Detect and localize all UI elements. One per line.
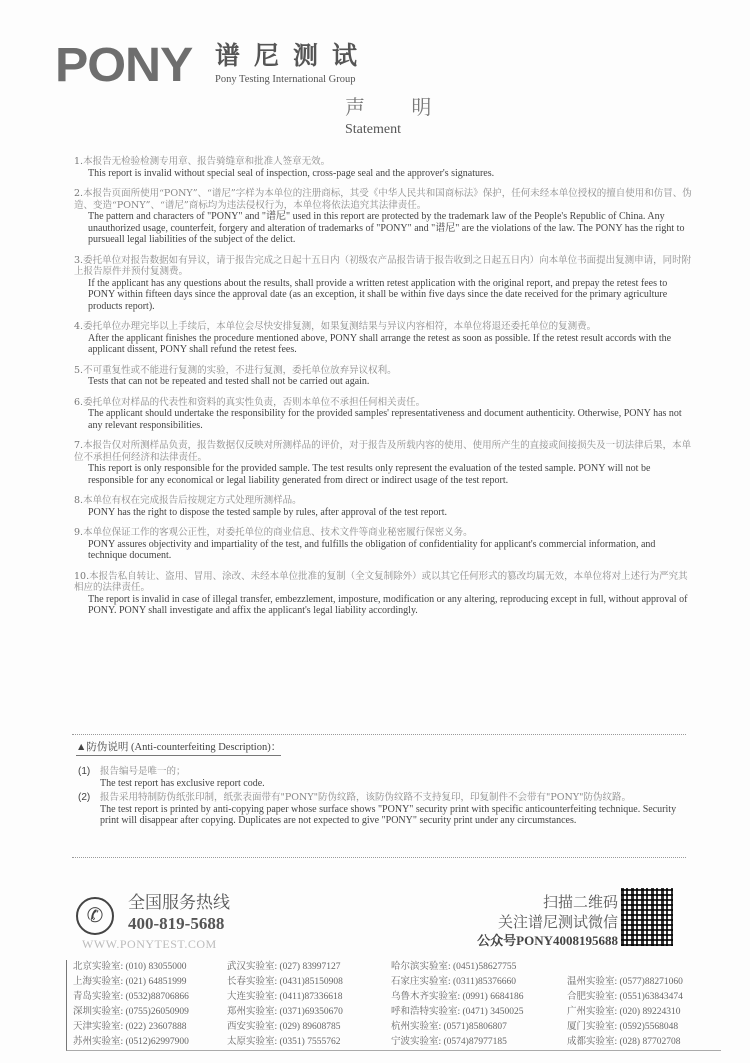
anti-item-number: (2) [78, 792, 91, 803]
item-number: 4. [74, 321, 84, 332]
lab-contact: 呼和浩特实验室: (0471) 3450025 [391, 1007, 524, 1017]
item-text-en: PONY assures objectivity and impartiality of the test, and fulfills the obligation of confidentiality for applicant's commercial information, and technique document. [88, 538, 656, 561]
qr-text-2: 关注谱尼测试微信 [497, 913, 618, 931]
lab-contact: 温州实验室: (0577)88271060 [567, 977, 683, 987]
statement-item [74, 156, 694, 179]
anti-item-number: (1) [78, 766, 91, 777]
statement-item [74, 495, 694, 518]
lab-contacts-table [66, 960, 721, 1051]
lab-contact: 西安实验室: (029) 89608785 [227, 1022, 341, 1032]
anti-counterfeiting-heading [76, 741, 281, 756]
lab-contact: 青岛实验室: (0532)88706866 [73, 992, 189, 1002]
item-cn: 不可重复性或不能进行复测的实验，不进行复测，委托单位放弃异议权利。 [83, 364, 397, 376]
item-text-en: Tests that can not be repeated and tested shall not be carried out again. [88, 376, 370, 387]
lab-row [73, 1005, 721, 1020]
qr-text-1: 扫描二维码 [542, 893, 618, 911]
triangle-icon: ▲ [76, 742, 87, 753]
item-number: 5. [74, 364, 84, 376]
lab-contact: 太原实验室: (0351) 7555762 [227, 1037, 341, 1047]
item-text-cn [74, 397, 694, 409]
item-text-en: The report is invalid in case of illegal transfer, embezzlement, imposture, modification or any altering, reproducing except in full, without approval of PONY. PONY shall investigate and affix the applicant's legal liability accordingly. [88, 593, 688, 616]
pony-logo: PONY [55, 39, 193, 92]
item-text-en: The applicant should undertake the responsibility for the provided samples' representativeness and document authenticity. Otherwise, PONY has not any relevant responsibilities. [88, 408, 682, 431]
dotted-divider [72, 734, 686, 735]
anti-item-en: The test report has exclusive report code. [100, 777, 265, 789]
anti-item [78, 766, 688, 789]
lab-contact: 长春实验室: (0431)85150908 [227, 977, 343, 987]
item-number: 1. [74, 156, 84, 167]
lab-contact: 大连实验室: (0411)87336618 [227, 992, 343, 1002]
item-text-en: PONY has the right to dispose the tested sample by rules, after approval of the test report. [88, 506, 447, 518]
lab-contact: 哈尔滨实验室: (0451)58627755 [391, 962, 517, 972]
statement-item [74, 527, 694, 562]
item-cn: 本报告页面所使用“PONY”、“谱尼”字样为本单位的注册商标，其受《中华人民共和国商标法》保护，任何未经本单位授权的擅自使用和仿冒、伪造、变造“PONY”、“谱尼”商标均为违法侵权行为，本单位将依法追究其法律责任。 [74, 188, 692, 211]
lab-row [73, 1020, 721, 1035]
item-text-en: This report is only responsible for the provided sample. The test results only represent the evaluation of the tested sample. PONY will not be responsible for any economical or legal liability generated from direct or indirect usage of the test report. [88, 463, 651, 486]
lab-contact: 合肥实验室: (0551)63843474 [567, 992, 683, 1002]
anti-item-en: The test report is printed by anti-copying paper whose surface shows "PONY" security print with specific anticounterfeiting technique. Security print will disappear after copying. Duplicates are not expected to give "PONY" security print under any circumstances. [100, 803, 677, 826]
lab-contact: 上海实验室: (021) 64851999 [73, 977, 187, 987]
anti-heading-text: 防伪说明 (Anti-counterfeiting Description)： [86, 742, 282, 753]
dotted-divider [72, 857, 686, 858]
item-number: 9. [74, 527, 84, 538]
lab-contact: 杭州实验室: (0571)85806807 [391, 1022, 507, 1032]
statement-item [74, 571, 694, 617]
hotline-number: 400-819-5688 [128, 914, 225, 933]
lab-contact: 武汉实验室: (027) 83997127 [227, 962, 341, 972]
item-text-cn [74, 188, 694, 211]
lab-contact: 石家庄实验室: (0311)85376660 [391, 977, 516, 987]
lab-contact: 广州实验室: (020) 89224310 [567, 1007, 681, 1017]
qr-text-3: 公众号PONY4008195688 [477, 933, 618, 948]
item-cn: 本报告私自转让、盗用、冒用、涂改、未经本单位批准的复制（全文复制除外）或以其它任何形式的篡改均属无效，本单位将对上述行为严究其相应的法律责任。 [74, 570, 688, 593]
lab-contact: 乌鲁木齐实验室: (0991) 6684186 [391, 992, 524, 1002]
lab-contact: 宁波实验室: (0574)87977185 [391, 1037, 507, 1047]
item-text-en: If the applicant has any questions about the results, shall provide a written retest application with the original report, and prepay the retest fees to PONY within fifteen days since the approval date (as an exception, it shall be within five days since the date received for the primary agriculture products report). [88, 277, 668, 312]
item-number: 10. [74, 570, 90, 582]
item-cn: 本报告仅对所测样品负责，报告数据仅反映对所测样品的评价，对于报告及所载内容的使用、使用所产生的直接或间接损失及一切法律后果，本单位不承担任何经济和法律责任。 [74, 440, 692, 463]
anti-item-cn: 报告编号是唯一的； [100, 766, 186, 777]
title-en: Statement [345, 122, 401, 137]
statement-item [74, 255, 694, 313]
company-name-en: Pony Testing International Group [215, 74, 356, 85]
item-text-cn [74, 440, 694, 463]
item-cn: 本报告无检验检测专用章、报告骑缝章和批准人签章无效。 [83, 156, 331, 167]
lab-contact: 苏州实验室: (0512)62997900 [73, 1037, 189, 1047]
item-text-cn [74, 571, 694, 594]
anti-counterfeiting-list [78, 766, 688, 830]
anti-item [78, 792, 688, 827]
item-cn: 本单位有权在完成报告后按规定方式处理所测样品。 [83, 495, 302, 506]
lab-row [73, 1035, 721, 1050]
item-text-en: The pattern and characters of "PONY" and "谱尼" used in this report are protected by the trademark law of the People's Republic of China. Any unauthorized usage, counterfeit, forgery and alteration of trademarks of "PONY" and "谱尼" are the violations of the law. The PONY has the right to pursueall legal liabilities of the subject of the delict. [88, 211, 685, 245]
item-number: 2. [74, 188, 84, 199]
item-text-cn [74, 495, 694, 507]
lab-row [73, 975, 721, 990]
phone-icon: ✆ [76, 897, 114, 935]
website: WWW.PONYTEST.COM [82, 937, 217, 951]
item-text-en: After the applicant finishes the procedure mentioned above, PONY shall arrange the retest as soon as possible. If the retest result accords with the applicant dissent, PONY shall refund the retest fees. [88, 332, 672, 355]
item-text-cn [74, 321, 694, 333]
lab-contact [567, 960, 715, 975]
item-number: 6. [74, 396, 84, 408]
item-text-en: This report is invalid without special seal of inspection, cross-page seal and the approver's signatures. [88, 167, 495, 179]
item-cn: 委托单位对报告数据如有异议，请于报告完成之日起十五日内（初级农产品报告请于报告收到之日起五日内）向本单位书面提出复测申请，同时附上报告原件并预付复测费。 [74, 254, 692, 277]
item-text-cn [74, 365, 694, 377]
qr-code-icon [621, 888, 673, 946]
item-text-cn [74, 527, 694, 539]
item-number: 7. [74, 440, 84, 451]
statement-item [74, 321, 694, 356]
item-cn: 委托单位办理完毕以上手续后，本单位会尽快安排复测，如果复测结果与异议内容相符，本单位将退还委托单位的复测费。 [83, 321, 597, 332]
item-text-cn [74, 255, 694, 278]
company-name-cn: 谱尼测试 [215, 41, 372, 70]
lab-contact: 天津实验室: (022) 23607888 [73, 1022, 187, 1032]
lab-row [73, 960, 721, 975]
lab-contact: 深圳实验室: (0755)26050909 [73, 1007, 189, 1017]
statement-item [74, 440, 694, 486]
statement-item [74, 188, 694, 246]
statement-item [74, 397, 694, 432]
hotline-label: 全国服务热线 [128, 893, 230, 913]
lab-row [73, 990, 721, 1005]
item-number: 8. [74, 495, 84, 506]
anti-item-cn: 报告采用特制防伪纸张印制，纸张表面带有"PONY"防伪纹路，该防伪纹路不支持复印，印复制件不会带有"PONY"防伪纹路。 [100, 792, 632, 803]
item-number: 3. [74, 254, 84, 266]
statement-list [74, 156, 694, 626]
item-text-cn [74, 156, 694, 168]
lab-contact: 成都实验室: (028) 87702708 [567, 1037, 681, 1047]
lab-contact: 郑州实验室: (0371)69350670 [227, 1007, 343, 1017]
item-cn: 本单位保证工作的客观公正性，对委托单位的商业信息、技术文件等商业秘密履行保密义务。 [83, 527, 473, 538]
item-cn: 委托单位对样品的代表性和资料的真实性负责，否则本单位不承担任何相关责任。 [83, 396, 426, 408]
lab-contact: 北京实验室: (010) 83055000 [73, 962, 187, 972]
statement-item [74, 365, 694, 388]
title-cn: 声 明 [345, 95, 452, 119]
lab-contact: 厦门实验室: (0592)5568048 [567, 1022, 679, 1032]
